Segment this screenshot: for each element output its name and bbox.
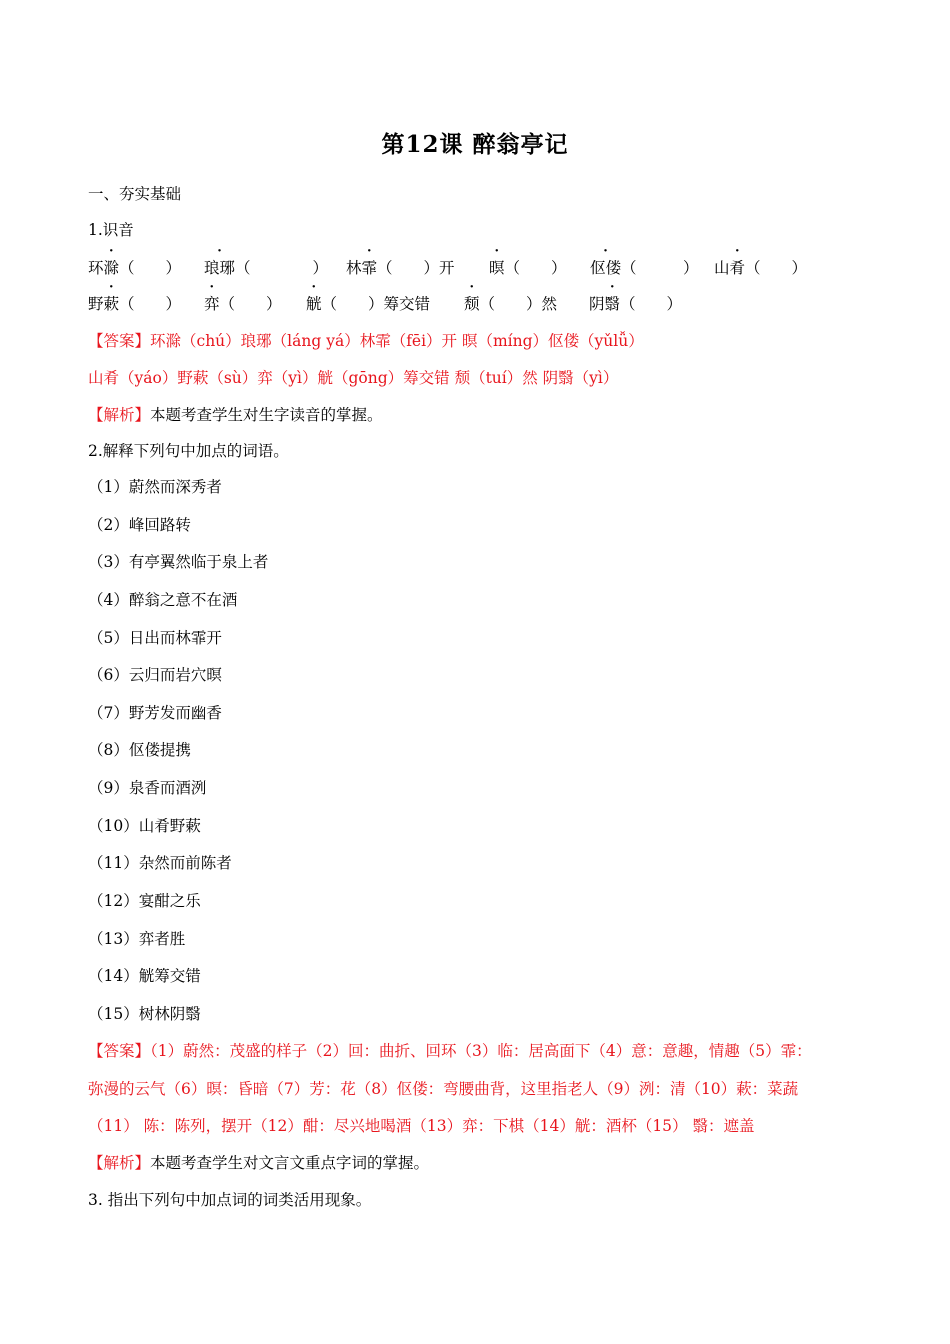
analysis-label: 【解析】 <box>88 1154 151 1172</box>
question-1-heading: 1.识音 <box>88 221 134 239</box>
pronunciation-item: 颓（ ）然 <box>464 295 558 313</box>
answer-text-continued: （11） 陈：陈列，摆开（12）酣：尽兴地喝酒（13）弈：下棋（14）觥：酒杯（15） 翳：遮盖 <box>88 1117 755 1135</box>
vocab-item: （13）弈者胜 <box>88 930 186 948</box>
vocab-item: （2）峰回路转 <box>88 516 191 534</box>
vocab-item: （14）觥筹交错 <box>88 967 201 985</box>
answer-label: 【答案】 <box>88 332 151 350</box>
pronunciation-item: 觥（ ）筹交错 <box>306 295 431 313</box>
analysis-label: 【解析】 <box>88 406 151 424</box>
vocab-item: （12）宴酣之乐 <box>88 892 201 910</box>
analysis-text: 本题考查学生对生字读音的掌握。 <box>150 406 383 424</box>
pronunciation-item: 伛偻（ ） <box>590 259 699 277</box>
pronunciation-item: 暝（ ） <box>489 259 567 277</box>
vocab-item: （6）云归而岩穴暝 <box>88 666 222 684</box>
pronunciation-item: 阴翳（ ） <box>589 295 683 313</box>
pronunciation-item: 琅琊（ ） <box>204 259 329 277</box>
answer-text-continued: 弥漫的云气（6）暝：昏暗（7）芳：花（8）伛偻：弯腰曲背，这里指老人（9）洌：清（10）蔌：菜蔬 <box>88 1080 799 1098</box>
vocab-item: （1）蔚然而深秀者 <box>88 478 222 496</box>
vocab-item: （5）日出而林霏开 <box>88 629 222 647</box>
pronunciation-item: 环滁（ ） <box>88 259 182 277</box>
analysis-block <box>88 1153 429 1173</box>
question-2-heading: 2.解释下列句中加点的词语。 <box>88 442 289 460</box>
analysis-block <box>88 405 383 425</box>
question-3-heading: 3. 指出下列句中加点词的词类活用现象。 <box>88 1191 372 1209</box>
pronunciation-item: 弈（ ） <box>204 295 282 313</box>
section-heading: 一、夯实基础 <box>88 185 182 203</box>
vocab-item: （11）杂然而前陈者 <box>88 854 232 872</box>
vocab-item: （8）伛偻提携 <box>88 741 191 759</box>
pronunciation-item: 林霏（ ）开 <box>346 259 455 277</box>
pronunciation-item: 山肴（ ） <box>714 259 808 277</box>
vocab-item: （10）山肴野蔌 <box>88 817 201 835</box>
vocab-item: （15）树林阴翳 <box>88 1005 201 1023</box>
vocab-item: （4）醉翁之意不在酒 <box>88 591 238 609</box>
vocab-item: （3）有亭翼然临于泉上者 <box>88 553 269 571</box>
answer-label: 【答案】 <box>88 1042 151 1060</box>
answer-block <box>88 331 644 351</box>
vocab-item: （7）野芳发而幽香 <box>88 704 222 722</box>
answer-text: （1）蔚然：茂盛的样子（2）回：曲折、回环（3）临：居高面下（4）意：意趣，情趣（5）霏： <box>150 1042 812 1060</box>
analysis-text: 本题考查学生对文言文重点字词的掌握。 <box>150 1154 430 1172</box>
vocab-item: （9）泉香而酒洌 <box>88 779 207 797</box>
pronunciation-item: 野蔌（ ） <box>88 295 182 313</box>
answer-block <box>88 1041 812 1061</box>
answer-text-continued: 山肴（yáo）野蔌（sù）弈（yì）觥（gōng）筹交错 颓（tuí）然 阴翳（yì） <box>88 369 619 387</box>
answer-text: 环滁（chú）琅琊（láng yá）林霏（fēi）开 暝（míng）伛偻（yǔlǚ） <box>150 332 644 350</box>
page-title: 第12课 醉翁亭记 <box>381 131 569 158</box>
